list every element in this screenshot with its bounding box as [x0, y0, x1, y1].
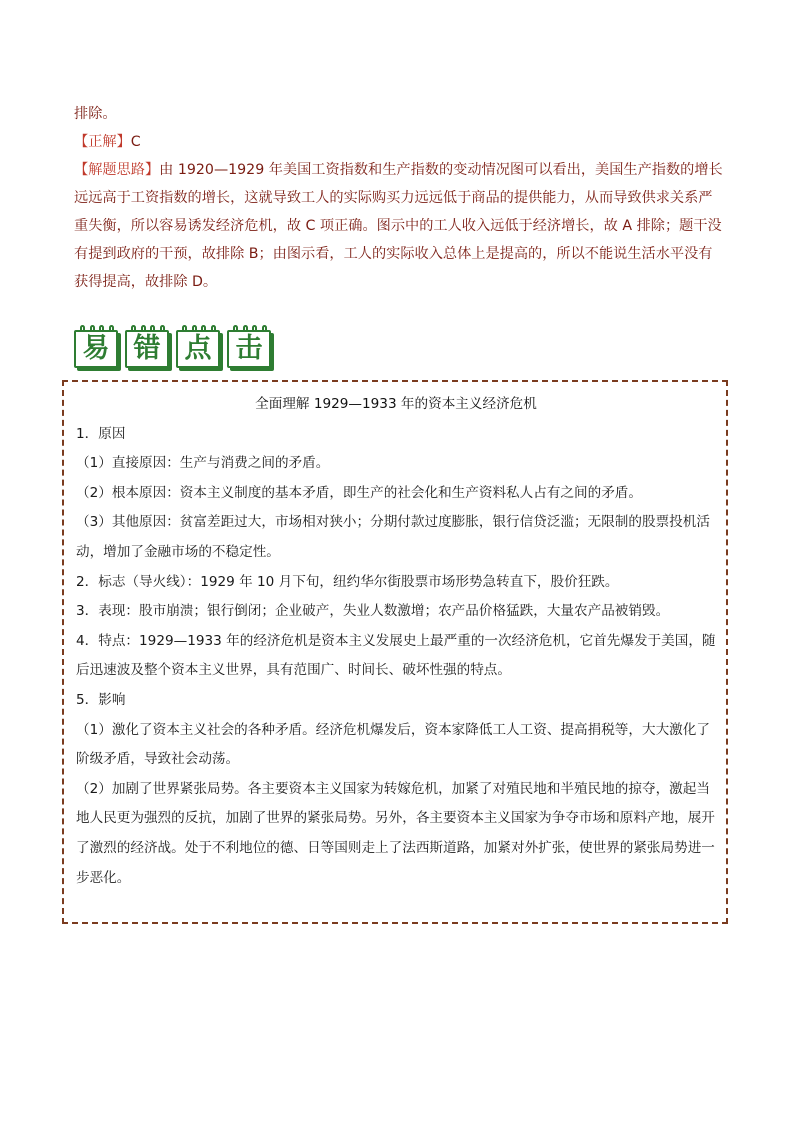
notepad-icon — [125, 325, 171, 370]
answer-tag: 【正解】 — [74, 134, 131, 150]
thinking-paragraph — [74, 156, 724, 296]
summary-line: （3）其他原因：贫富差距过大，市场相对狭小；分期付款过度膨胀，银行信贷泛滥；无限制的股票投机活动，增加了金融市场的不稳定性。 — [76, 514, 710, 560]
summary-line: 5．影响 — [76, 691, 126, 708]
summary-title: 全面理解 1929—1933 年的资本主义经济危机 — [255, 396, 537, 412]
badge-char-4: 击 — [235, 333, 263, 364]
summary-box — [62, 380, 728, 924]
summary-line: 2．标志（导火线）：1929 年 10 月下旬，纽约华尔街股票市场形势急转直下，股价狂跌。 — [76, 573, 619, 590]
notepad-icon — [74, 325, 120, 370]
notepad-icon — [227, 325, 273, 370]
thinking-text: 由 1920—1929 年美国工资指数和生产指数的变动情况图可以看出，美国生产指数的增长远远高于工资指数的增长，这就导致工人的实际购买力远远低于商品的提供能力，从而导致供求关系严重失衡，所以容易诱发经济危机，故 C 项正确。图示中的工人收入远低于经济增长，故 A 排除；题干没有提到政府的干预，故排除 B；由图示看，工人的实际收入总体上是提高的，所以不能说生活水平没有获得提高，故排除 D。 — [74, 162, 723, 290]
thinking-tag: 【解题思路】 — [74, 162, 160, 178]
notepad-icon — [176, 325, 222, 370]
summary-line: 3．表现：股市崩溃；银行倒闭；企业破产，失业人数激增；农产品价格猛跌，大量农产品被销毁。 — [76, 603, 670, 620]
summary-line: 4．特点：1929—1933 年的经济危机是资本主义发展史上最严重的一次经济危机，它首先爆发于美国，随后迅速波及整个资本主义世界，具有范围广、时间长、破坏性强的特点。 — [76, 632, 716, 679]
error-prone-badge — [74, 325, 273, 373]
summary-line: （2）根本原因：资本主义制度的基本矛盾，即生产的社会化和生产资料私人占有之间的矛盾。 — [76, 484, 642, 501]
summary-line: （1）直接原因：生产与消费之间的矛盾。 — [76, 455, 330, 472]
summary-content — [76, 390, 716, 893]
summary-line: （1）激化了资本主义社会的各种矛盾。经济危机爆发后，资本家降低工人工资、提高捐税等，大大激化了阶级矛盾，导致社会动荡。 — [76, 721, 710, 768]
answer-value: C — [130, 134, 141, 150]
badge-char-1: 易 — [82, 333, 110, 364]
summary-line: 1．原因 — [76, 425, 126, 442]
summary-line: （2）加剧了世界紧张局势。各主要资本主义国家为转嫁危机，加紧了对殖民地和半殖民地的掠夺，激起当地人民更为强烈的反抗，加剧了世界的紧张局势。另外，各主要资本主义国家为争夺市场和原料产地，展开了激烈的经济战。处于不利地位的德、日等国则走上了法西斯道路，加紧对外扩张，使世界的紧张局势进一步恶化。 — [76, 780, 715, 886]
lead-line: 排除。 — [74, 106, 117, 122]
badge-char-2: 错 — [133, 333, 161, 364]
badge-char-3: 点 — [184, 333, 212, 364]
analysis-section — [74, 100, 724, 296]
answer-line — [74, 128, 724, 156]
